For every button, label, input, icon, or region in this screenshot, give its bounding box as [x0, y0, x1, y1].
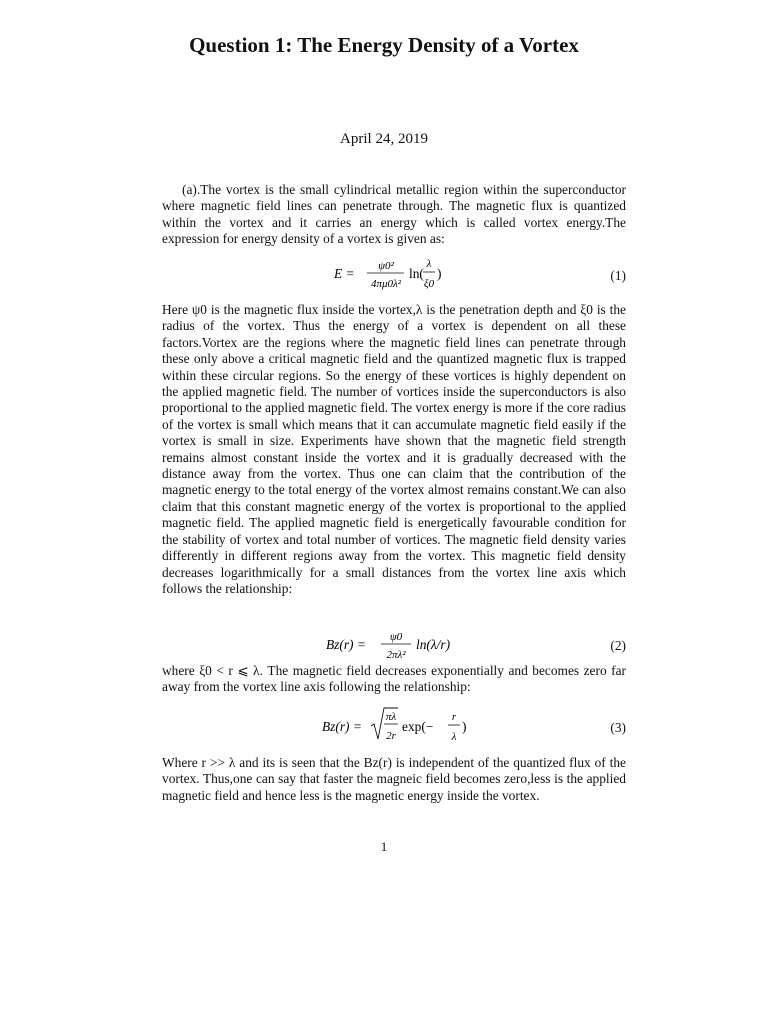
eq2-denominator: 2πλ²: [386, 649, 406, 661]
equation-3-graphic: [162, 706, 582, 746]
eq2-lhs: Bz(r) =: [326, 637, 366, 652]
eq3-denominator: 2r: [386, 730, 396, 742]
eq1-ln: ln(: [409, 266, 424, 281]
equation-3: [162, 706, 626, 746]
eq3-close: ): [462, 719, 467, 734]
eq1-numerator: ψ0²: [378, 260, 394, 272]
eq1-close: ): [437, 266, 442, 281]
eq3-rhs-denominator: λ: [451, 731, 457, 743]
paragraph-main: Here ψ0 is the magnetic flux inside the vortex,λ is the penetration depth and ξ0 is the radius of the vortex. Thus the energy of a vortex is dependent on all these factors.Vortex are the regions where the magnetic field lines can penetrate through these only above a critical magnetic field and the quantized magnetic flux is trapped within these circular regions. So the energy of these vortices is highly dependent on the applied magnetic field. The number of vortices inside the superconductors is also proportional to the applied magnetic field. The vortex energy is more if the core radius of the vortex is small which means that it can accumulate magnetic field easily if the vortex is small in size. Experiments have shown that the magnetic field strength remains almost constant inside the vortex and it is gradually decreased with the distance away from the vortex. Thus one can claim that the contribution of the magnetic energy to the total energy of the vortex almost remains constant.We can also claim that this constant magnetic energy of the vortex is proportional to the applied magnetic field. The applied magnetic field is energetically favourable condition for the stability of vortex and total number of vortices. The magnetic field density varies differently in different regions away from the vortex. This magnetic field density decreases logarithmically for a small distances from the vortex line axis which follows the relationship:: [162, 302, 626, 596]
eq2-rhs: ln(λ/r): [416, 637, 451, 652]
eq2-numerator: ψ0: [389, 631, 403, 643]
paper-date: April 24, 2019: [340, 131, 428, 147]
equation-1-number: (1): [610, 268, 626, 283]
paper-title: Question 1: The Energy Density of a Vortex: [189, 33, 579, 57]
page-number: 1: [380, 839, 388, 854]
equation-1: [162, 254, 626, 294]
equation-3-number: (3): [610, 720, 626, 735]
paragraph-conclusion: Where r >> λ and its is seen that the Bz(r) is independent of the quantized flux of the vortex. Thus,one can say that faster the magneic field becomes zero,less is the applied magnetic field and hence less is the magnetic energy inside the vortex.: [162, 755, 626, 803]
eq1-rhs-denominator: ξ0: [423, 278, 435, 290]
eq1-denominator: 4πμ0λ²: [370, 278, 402, 290]
eq3-exp: exp(−: [402, 719, 434, 734]
eq1-rhs-numerator: λ: [426, 258, 432, 270]
paragraph-intro: (a).The vortex is the small cylindrical metallic region within the superconductor where magnetic field lines can penetrate through. The magnetic flux is quantized within the vortex and it carries an energy which is called vortex energy.The expression for energy density of a vortex is given as:: [162, 182, 626, 247]
paragraph-log-decay: where ξ0 < r ⩽ λ. The magnetic field decreases exponentially and becomes zero far away from the vortex line axis following the relationship:: [162, 663, 626, 695]
eq3-lhs: Bz(r) =: [322, 719, 362, 734]
equation-2: [162, 628, 626, 662]
eq3-rhs-numerator: r: [451, 711, 457, 723]
equation-2-graphic: [162, 628, 582, 662]
eq3-numerator: πλ: [385, 711, 397, 723]
equation-2-number: (2): [610, 638, 626, 653]
equation-1-graphic: [162, 254, 582, 294]
eq1-lhs: E =: [334, 266, 355, 281]
